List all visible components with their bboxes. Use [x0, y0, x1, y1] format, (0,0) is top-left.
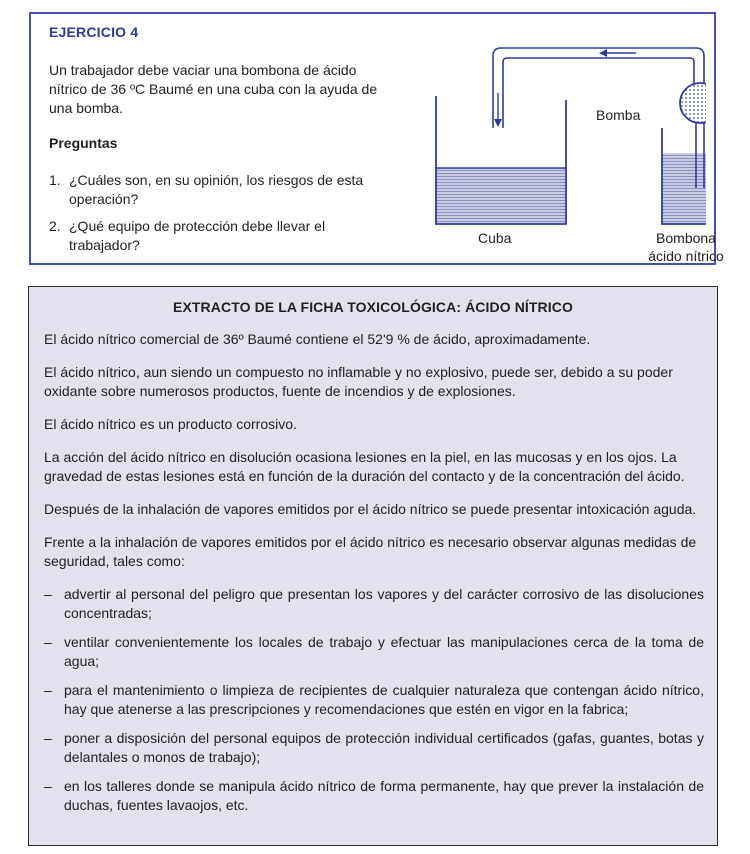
bullet-dash: –: [44, 730, 52, 746]
question-number: 2.: [49, 218, 61, 234]
tank-liquid: [436, 168, 566, 223]
pump-icon: [680, 83, 706, 123]
extract-paragraph: El ácido nítrico es un producto corrosivo.: [44, 416, 297, 432]
extract-paragraph: El ácido nítrico, aun siendo un compuesto no inflamable y no explosivo, puede ser, debido a su poder oxidante sobre numerosos productos, fuente de incendios y de explosiones.: [44, 364, 673, 399]
bullet-dash: –: [44, 634, 52, 650]
tank-cuba: [436, 96, 566, 224]
bottle-label-line2: ácido nítrico: [648, 248, 724, 264]
extract-paragraph: El ácido nítrico comercial de 36º Baumé contiene el 52'9 % de ácido, aproximadamente.: [44, 331, 591, 347]
pumping-diagram-svg: [396, 28, 706, 263]
extract-title: EXTRACTO DE LA FICHA TOXICOLÓGICA: ÁCIDO NÍTRICO: [173, 299, 573, 315]
bottle-bombona: [662, 128, 706, 224]
exercise-title: EJERCICIO 4: [49, 24, 139, 40]
extract-paragraph: Frente a la inhalación de vapores emitidos por el ácido nítrico es necesario observar algunas medidas de seguridad, tales como:: [44, 534, 697, 569]
pumping-diagram: [396, 28, 724, 264]
question-item: [49, 171, 389, 209]
extract-paragraph: La acción del ácido nítrico en disolución ocasiona lesiones en la piel, en las mucosas y en los ojos. La gravedad de estas lesiones está en función de la duración del contacto y de la concentración del ácido.: [44, 449, 685, 484]
flow-arrow-top: [599, 49, 636, 57]
bottle-label-line1: Bombona: [656, 230, 716, 246]
bottle-liquid: [662, 153, 706, 223]
bullet-dash: –: [44, 778, 52, 794]
question-text: ¿Qué equipo de protección debe llevar el trabajador?: [69, 218, 326, 253]
flow-arrow-down: [494, 93, 502, 127]
questions-heading: Preguntas: [49, 135, 118, 151]
question-item: [49, 217, 389, 255]
question-number: 1.: [49, 172, 61, 188]
toxicology-extract-box: [28, 286, 718, 846]
list-item-text: ventilar convenientemente los locales de trabajo y efectuar las manipulaciones cerca de la toma de agua;: [64, 634, 704, 669]
bullet-dash: –: [44, 586, 52, 602]
list-item-text: en los talleres donde se manipula ácido nítrico de forma permanente, hay que prever la instalación de duchas, fuentes lavaojos, etc.: [64, 778, 704, 813]
extract-paragraph: Después de la inhalación de vapores emitidos por el ácido nítrico se puede presentar intoxicación aguda.: [44, 501, 697, 517]
questions-list: [49, 171, 389, 263]
pump-label: Bomba: [596, 107, 641, 123]
list-item-text: poner a disposición del personal equipos de protección individual certificados (gafas, guantes, botas y delantales o monos de trabajo);: [64, 730, 704, 765]
list-item-text: advertir al personal del peligro que presentan los vapores y del carácter corrosivo de las disoluciones concentradas;: [64, 586, 704, 621]
list-item-text: para el mantenimiento o limpieza de recipientes de cualquier naturaleza que contengan ácido nítrico, hay que atenerse a las prescripciones y recomendaciones que estén en vigor en la fabrica;: [64, 682, 704, 717]
exercise-box: [29, 12, 724, 265]
list-item: [44, 777, 704, 815]
safety-measures-list: [44, 585, 704, 815]
list-item: [44, 633, 704, 671]
question-text: ¿Cuáles son, en su opinión, los riesgos de esta operación?: [69, 172, 364, 207]
exercise-statement: Un trabajador debe vaciar una bombona de ácido nítrico de 36 ºC Baumé en una cuba con la ayuda de una bomba.: [49, 62, 378, 116]
extract-body: [44, 330, 704, 825]
list-item: [44, 681, 704, 719]
list-item: [44, 729, 704, 767]
tank-label: Cuba: [478, 230, 512, 246]
bullet-dash: –: [44, 682, 52, 698]
list-item: [44, 585, 704, 623]
